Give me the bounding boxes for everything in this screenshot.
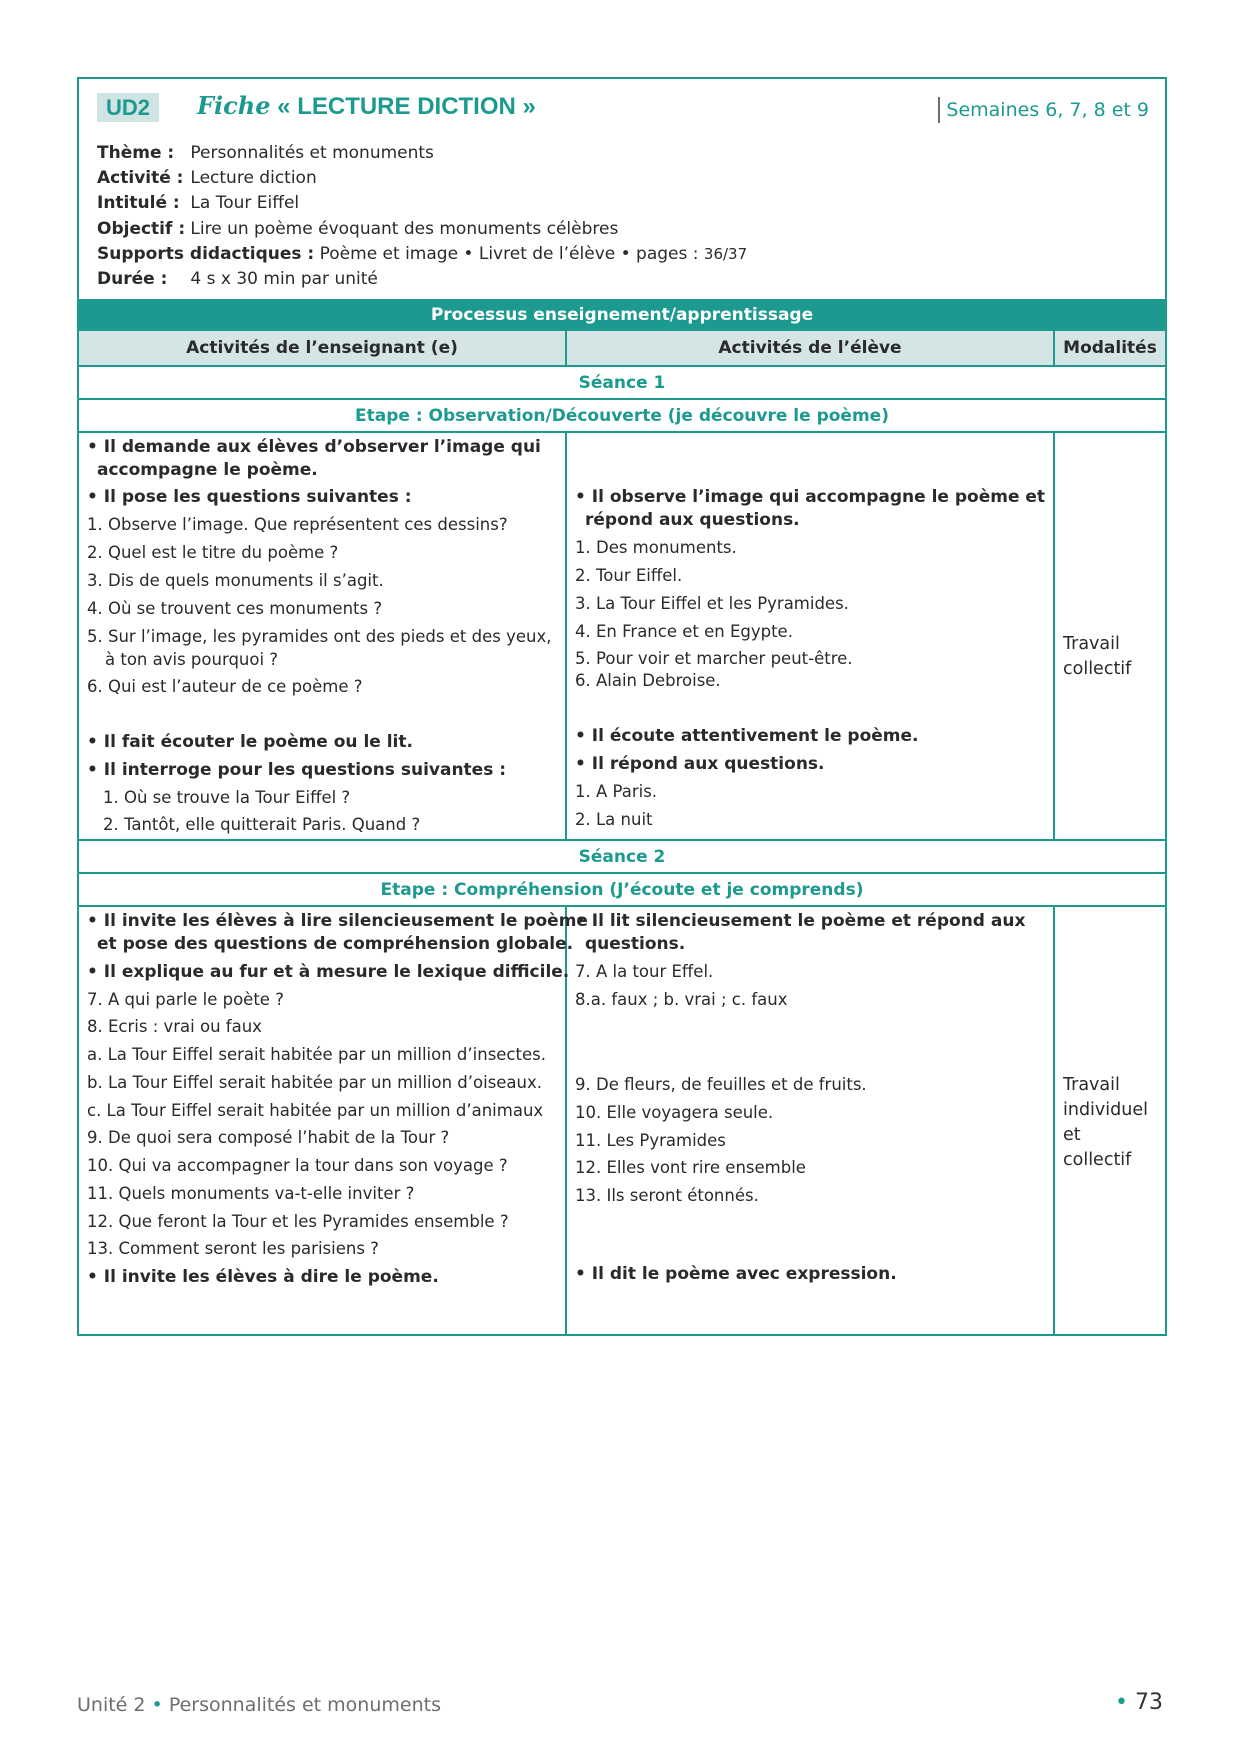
lesson-sheet <box>77 77 1167 1336</box>
page-number-dot: • <box>1115 1690 1128 1715</box>
s1-modality-line: Travail <box>1063 634 1120 654</box>
s1-modality-line: collectif <box>1063 659 1132 679</box>
s2-student-answer: 13. Ils seront étonnés. <box>575 1186 759 1205</box>
page-number-value: 73 <box>1135 1690 1163 1715</box>
s1-student-answer: 6. Alain Debroise. <box>575 671 721 690</box>
s1-teacher-question: 4. Où se trouvent ces monuments ? <box>87 599 383 618</box>
s2-student-bullet: • Il lit silencieusement le poème et répond aux <box>575 911 1026 931</box>
s2-student-answer: 10. Elle voyagera seule. <box>575 1103 774 1122</box>
session2-content <box>79 905 1165 1334</box>
s2-modality-line: Travail <box>1063 1075 1120 1095</box>
s2-teacher-question: c. La Tour Eiffel serait habitée par un million d’animaux <box>87 1101 544 1120</box>
col-modalities-header: Modalités <box>1063 338 1157 358</box>
page-number <box>1115 1690 1163 1715</box>
s2-student-answer: 7. A la tour Effel. <box>575 962 714 981</box>
s2-teacher-question: 7. A qui parle le poète ? <box>87 990 284 1009</box>
s1-teacher-bullet: • Il interroge pour les questions suivantes : <box>87 760 507 780</box>
s1-student-answer: 2. La nuit <box>575 810 653 829</box>
s1-teacher-bullet: • Il fait écouter le poème ou le lit. <box>87 732 413 752</box>
session2-modality-cell <box>1055 907 1165 1334</box>
s1-student-answer: 1. A Paris. <box>575 782 658 801</box>
s1-modality <box>1063 632 1131 682</box>
s1-student-bullet: • Il répond aux questions. <box>575 754 825 774</box>
s2-student-bullet: • Il dit le poème avec expression. <box>575 1264 897 1284</box>
meta-activity-value: Lecture diction <box>190 168 317 189</box>
s2-teacher-question: 8. Ecris : vrai ou faux <box>87 1017 262 1036</box>
s2-modality <box>1063 1073 1148 1173</box>
s2-student-answer: 12. Elles vont rire ensemble <box>575 1158 806 1177</box>
meta-supports-label: Supports didactiques : <box>97 243 315 264</box>
s1-student-answer: 4. En France et en Egypte. <box>575 622 793 641</box>
s1-teacher-question: 1. Où se trouve la Tour Eiffel ? <box>103 788 351 807</box>
process-bar: Processus enseignement/apprentissage <box>79 299 1165 331</box>
s2-teacher-question: 12. Que feront la Tour et les Pyramides ensemble ? <box>87 1212 509 1231</box>
s1-student-bullet: répond aux questions. <box>585 510 800 530</box>
s2-teacher-bullet: • Il invite les élèves à lire silencieusement le poème <box>87 911 588 931</box>
weeks-label: Semaines 6, 7, 8 et 9 <box>938 97 1149 123</box>
meta-supports-value: Poème et image • Livret de l’élève • pages : <box>319 243 699 264</box>
s2-teacher-question: a. La Tour Eiffel serait habitée par un million d’insectes. <box>87 1045 546 1064</box>
s1-student-bullet: • Il observe l’image qui accompagne le poème et <box>575 487 1046 507</box>
s1-teacher-question: 3. Dis de quels monuments il s’agit. <box>87 571 384 590</box>
meta-duration <box>97 267 747 292</box>
session2-step: Etape : Compréhension (J’écoute et je comprends) <box>79 872 1165 905</box>
meta-theme-label: Thème : <box>97 143 175 163</box>
s2-teacher-bullet: • Il invite les élèves à dire le poème. <box>87 1267 439 1287</box>
footer-subject: Personnalités et monuments <box>168 1694 441 1716</box>
meta-objective-value: Lire un poème évoquant des monuments célèbres <box>190 218 619 239</box>
s1-student-bullet: • Il écoute attentivement le poème. <box>575 726 919 746</box>
sheet-header <box>79 79 1165 299</box>
s1-teacher-bullet: • Il demande aux élèves d’observer l’image qui <box>87 437 541 457</box>
session1-student-cell <box>567 433 1055 839</box>
s1-teacher-question: 2. Tantôt, elle quitterait Paris. Quand ? <box>103 815 421 834</box>
s1-teacher-bullet: accompagne le poème. <box>97 460 318 480</box>
meta-title-label: Intitulé : <box>97 193 180 214</box>
meta-objective <box>97 217 747 242</box>
meta-duration-label: Durée : <box>97 268 168 289</box>
s1-teacher-question: 1. Observe l’image. Que représentent ces dessins? <box>87 515 508 534</box>
s2-teacher-question: 11. Quels monuments va-t-elle inviter ? <box>87 1184 415 1203</box>
session2-student-cell <box>567 907 1055 1334</box>
meta-block <box>97 141 747 292</box>
meta-activity-label: Activité : <box>97 168 184 189</box>
title-main: « LECTURE DICTION » <box>277 93 536 120</box>
meta-supports <box>97 242 747 267</box>
s2-teacher-question: 9. De quoi sera composé l’habit de la Tour ? <box>87 1128 450 1147</box>
s1-teacher-question: 6. Qui est l’auteur de ce poème ? <box>87 677 363 696</box>
col-student-header: Activités de l’élève <box>567 331 1055 365</box>
meta-theme-value: Personnalités et monuments <box>190 143 434 163</box>
meta-title <box>97 191 747 216</box>
session1-teacher-cell <box>79 433 567 839</box>
s2-teacher-bullet: • Il explique au fur et à mesure le lexique difficile. <box>87 962 570 982</box>
sheet-title <box>197 91 536 121</box>
meta-supports-pages: 36/37 <box>703 244 748 263</box>
s2-student-answer: 11. Les Pyramides <box>575 1131 726 1150</box>
s2-student-bullet: questions. <box>585 934 686 954</box>
s2-modality-line: et <box>1063 1125 1081 1145</box>
s1-teacher-question: à ton avis pourquoi ? <box>105 650 279 669</box>
meta-duration-value: 4 s x 30 min par unité <box>190 268 378 289</box>
col-teacher-header: Activités de l’enseignant (e) <box>79 331 567 365</box>
s1-student-answer: 1. Des monuments. <box>575 538 737 557</box>
s2-teacher-question: b. La Tour Eiffel serait habitée par un million d’oiseaux. <box>87 1073 543 1092</box>
s2-modality-line: collectif <box>1063 1150 1132 1170</box>
meta-theme <box>97 141 747 166</box>
s2-teacher-bullet: et pose des questions de compréhension globale. <box>97 934 574 954</box>
s2-modality-line: individuel <box>1063 1100 1148 1120</box>
footer-separator: • <box>151 1694 163 1716</box>
s2-student-answer: 9. De fleurs, de feuilles et de fruits. <box>575 1075 867 1094</box>
footer-unit-label: Unité 2 <box>77 1694 146 1716</box>
session2-teacher-cell <box>79 907 588 1334</box>
s1-teacher-question: 5. Sur l’image, les pyramides ont des pieds et des yeux, <box>87 627 552 646</box>
meta-activity <box>97 166 747 191</box>
s1-student-answer: 5. Pour voir et marcher peut-être. <box>575 649 853 668</box>
session1-step: Etape : Observation/Découverte (je découvre le poème) <box>79 398 1165 431</box>
meta-title-value: La Tour Eiffel <box>190 193 300 214</box>
title-prefix: Fiche <box>197 91 271 120</box>
s1-teacher-question: 2. Quel est le titre du poème ? <box>87 543 339 562</box>
s2-teacher-question: 13. Comment seront les parisiens ? <box>87 1239 379 1258</box>
session1-modality-cell <box>1055 433 1165 839</box>
session1-title: Séance 1 <box>79 365 1165 398</box>
s1-student-answer: 2. Tour Eiffel. <box>575 566 683 585</box>
meta-objective-label: Objectif : <box>97 218 186 239</box>
s2-student-answer: 8.a. faux ; b. vrai ; c. faux <box>575 990 788 1009</box>
column-headers <box>79 331 1165 365</box>
session1-content <box>79 431 1165 839</box>
s2-teacher-question: 10. Qui va accompagner la tour dans son voyage ? <box>87 1156 508 1175</box>
session2-title: Séance 2 <box>79 839 1165 872</box>
s1-teacher-bullet: • Il pose les questions suivantes : <box>87 487 412 507</box>
footer-unit <box>77 1694 441 1716</box>
unit-badge: UD2 <box>97 93 159 122</box>
s1-student-answer: 3. La Tour Eiffel et les Pyramides. <box>575 594 849 613</box>
